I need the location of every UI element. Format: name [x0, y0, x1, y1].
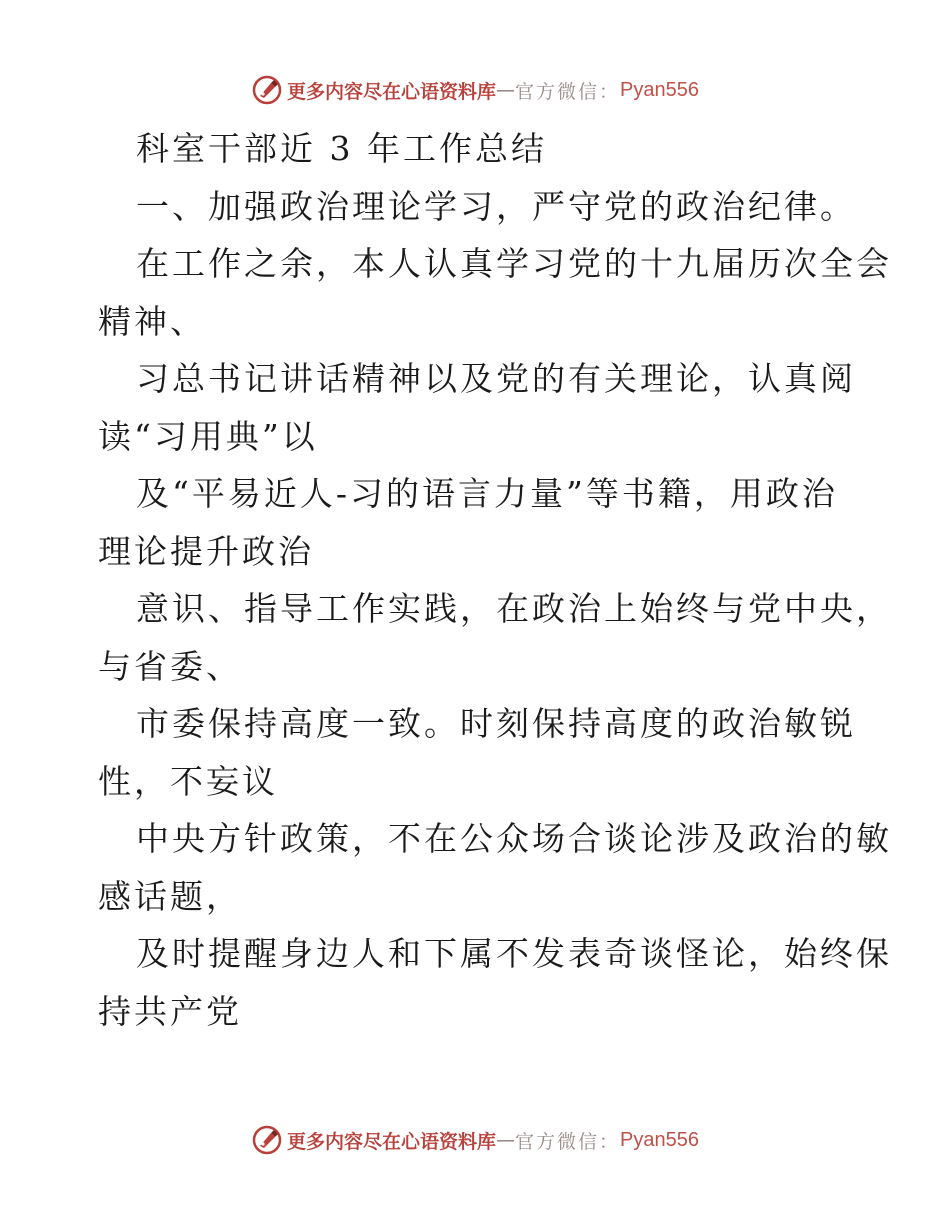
banner-wechat-label: 官方微信：: [515, 80, 621, 103]
paragraph-line: 意识、指导工作实践，在政治上始终与党中央，: [136, 589, 892, 628]
pen-nib-circle-icon: [251, 1124, 283, 1156]
paragraph-line: 习总书记讲话精神以及党的有关理论，认真阅: [136, 359, 856, 398]
paragraph-line: 及“平易近人-习的语言力量”等书籍，用政治: [136, 474, 838, 513]
banner-wechat-label: 官方微信：: [515, 1130, 621, 1153]
paragraph-line: 及时提醒身边人和下属不发表奇谈怪论，始终保: [136, 934, 892, 973]
document-title: 科室干部近 3 年工作总结: [136, 129, 547, 168]
paragraph-line: 读“习用典”以: [98, 416, 318, 456]
footer-banner: [0, 1122, 950, 1158]
paragraph-line: 持共产党: [98, 991, 242, 1031]
document-body: [98, 120, 892, 1040]
pen-nib-circle-icon: [251, 74, 283, 106]
banner-wechat-id: Pyan556: [620, 78, 699, 101]
section-heading: 一、加强政治理论学习，严守党的政治纪律。: [136, 186, 856, 226]
banner-separator: —: [496, 1129, 516, 1151]
banner-title: 更多内容尽在心语资料库: [287, 1130, 497, 1153]
banner-wechat-id: Pyan556: [620, 1128, 699, 1151]
paragraph-line: 感话题，: [98, 876, 242, 916]
paragraph-line: 与省委、: [98, 646, 242, 686]
paragraph-line: 中央方针政策，不在公众场合谈论涉及政治的敏: [136, 819, 892, 858]
paragraph-line: 在工作之余，本人认真学习党的十九届历次全会: [136, 244, 892, 283]
banner-title: 更多内容尽在心语资料库: [287, 80, 497, 103]
banner-separator: —: [496, 79, 516, 101]
header-banner: [0, 72, 950, 108]
paragraph-line: 精神、: [98, 301, 206, 341]
paragraph-line: 市委保持高度一致。时刻保持高度的政治敏锐: [136, 704, 856, 743]
paragraph-line: 理论提升政治: [98, 531, 314, 571]
paragraph-line: 性，不妄议: [98, 761, 278, 801]
